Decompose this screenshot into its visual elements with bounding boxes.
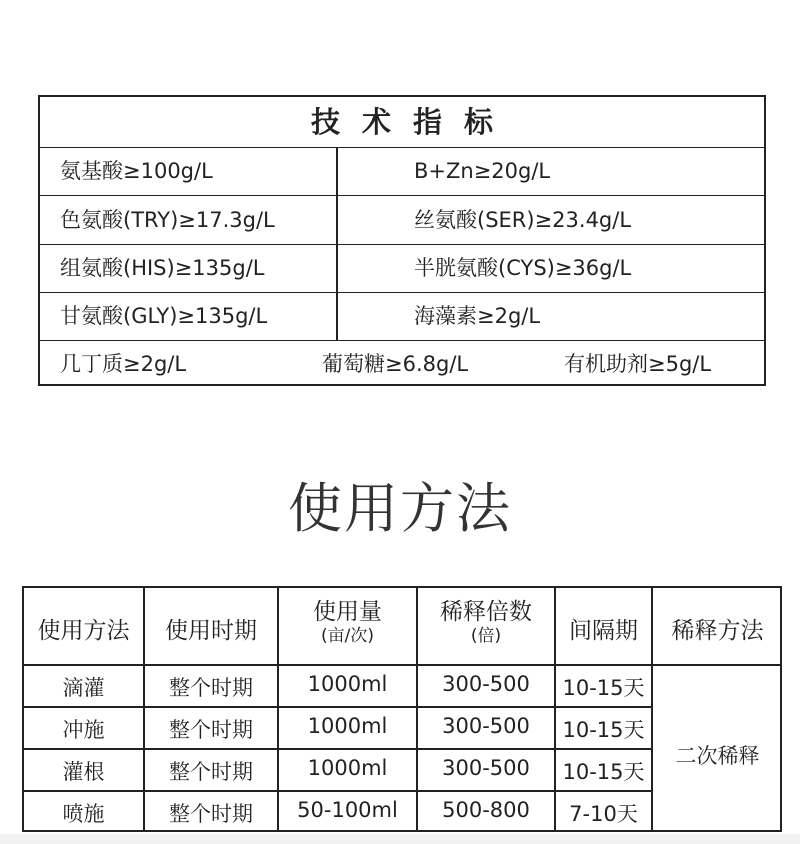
spec-row	[40, 196, 764, 245]
spec-cell: 色氨酸(TRY)≥17.3g/L	[60, 208, 275, 232]
cell-interval: 10-15天	[562, 676, 645, 700]
cell-dosage: 1000ml	[307, 756, 388, 780]
cell-period: 整个时期	[169, 760, 253, 784]
spec-title: 技术指标	[40, 97, 764, 148]
cell-method: 喷施	[62, 802, 105, 826]
spec-row-last	[40, 340, 764, 389]
row-divider	[24, 664, 651, 666]
cell-period: 整个时期	[169, 676, 253, 700]
header-method: 使用方法	[37, 618, 130, 644]
row-divider	[651, 664, 782, 666]
header-dosage-sub: (亩/次)	[321, 626, 374, 646]
header-period: 使用时期	[165, 618, 257, 644]
row-divider	[24, 748, 651, 750]
spec-cell: 氨基酸≥100g/L	[60, 159, 213, 183]
header-dilution-main: 稀释倍数	[440, 599, 532, 625]
spec-cell: 丝氨酸(SER)≥23.4g/L	[414, 208, 632, 232]
cell-dosage: 1000ml	[307, 672, 388, 696]
cell-dilution: 300-500	[442, 672, 530, 696]
row-divider	[24, 790, 651, 792]
row-divider	[24, 706, 651, 708]
cell-interval: 10-15天	[562, 718, 645, 742]
usage-heading: 使用方法	[288, 477, 512, 540]
merged-dilution-method: 二次稀释	[675, 744, 760, 768]
spec-cell: 有机助剂≥5g/L	[564, 352, 712, 376]
cell-dosage: 1000ml	[307, 714, 388, 738]
spec-cell: 葡萄糖≥6.8g/L	[322, 352, 469, 376]
spec-table	[38, 95, 766, 386]
cell-method: 冲施	[62, 718, 105, 742]
header-dilution-method: 稀释方法	[671, 618, 764, 644]
spec-cell: 组氨酸(HIS)≥135g/L	[60, 256, 265, 280]
spec-cell: 半胱氨酸(CYS)≥36g/L	[414, 256, 632, 280]
cell-dilution: 300-500	[442, 714, 530, 738]
cell-period: 整个时期	[169, 802, 253, 826]
cell-method: 滴灌	[62, 676, 105, 700]
spec-cell: B+Zn≥20g/L	[414, 159, 551, 183]
cell-method: 灌根	[62, 760, 105, 784]
cell-interval: 7-10天	[569, 802, 638, 826]
bottom-shadow	[0, 834, 800, 844]
spec-cell: 海藻素≥2g/L	[414, 304, 541, 328]
header-interval: 间隔期	[569, 618, 638, 644]
cell-interval: 10-15天	[562, 760, 645, 784]
cell-dilution: 500-800	[442, 798, 530, 822]
spec-row	[40, 244, 764, 293]
header-dosage-main: 使用量	[313, 599, 382, 625]
cell-dilution: 300-500	[442, 756, 530, 780]
header-dilution-sub: (倍)	[470, 626, 502, 646]
spec-cell: 几丁质≥2g/L	[60, 352, 187, 376]
header-dosage	[279, 598, 416, 646]
cell-period: 整个时期	[169, 718, 253, 742]
usage-table	[22, 586, 782, 832]
cell-dosage: 50-100ml	[297, 798, 398, 822]
spec-cell: 甘氨酸(GLY)≥135g/L	[60, 304, 268, 328]
header-dilution	[418, 598, 554, 646]
spec-row	[40, 292, 764, 341]
spec-row	[40, 147, 764, 196]
